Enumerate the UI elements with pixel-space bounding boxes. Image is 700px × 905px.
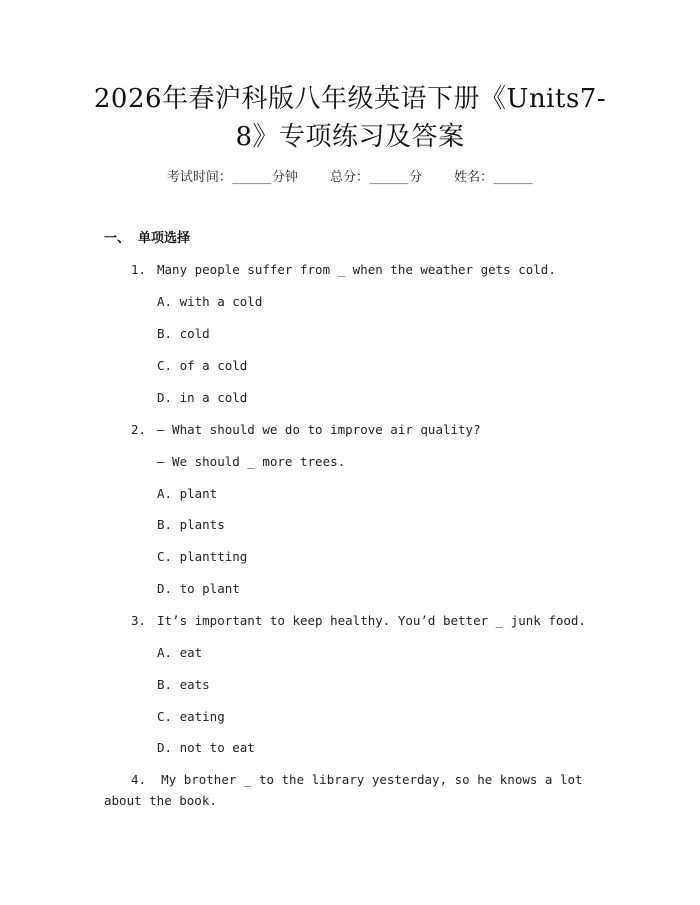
question-2-text: — What should we do to improve air quality? (157, 422, 481, 437)
question-2-option-b: B. plants (157, 517, 225, 532)
section-title: 单项选择 (138, 231, 191, 246)
question-3-option-d: D. not to eat (157, 740, 255, 755)
section-heading (104, 229, 190, 249)
student-name-blank: ______ (493, 170, 533, 185)
question-4-number: 4. (131, 772, 147, 787)
exam-time-blank: ______ (232, 170, 272, 185)
exam-info-bar (0, 168, 700, 188)
student-name-label: 姓名： (454, 170, 494, 185)
question-1-option-a: A. with a cold (157, 294, 263, 309)
exam-time-label: 考试时间： (166, 170, 232, 185)
question-2-number: 2. (131, 422, 147, 437)
question-3-number: 3. (131, 613, 147, 628)
exam-time-field (167, 168, 298, 188)
question-3-option-b: B. eats (157, 677, 210, 692)
document-title-line-2: 8》专项练习及答案 (235, 122, 465, 152)
question-1-option-b: B. cold (157, 326, 210, 341)
question-1-option-c: C. of a cold (157, 358, 248, 373)
question-4 (104, 769, 594, 811)
question-2-option-a: A. plant (157, 486, 218, 501)
question-3-option-c: C. eating (157, 709, 225, 724)
exam-score-label: 总分： (329, 170, 369, 185)
exam-score-unit: 分 (409, 170, 423, 185)
exam-score-field (330, 168, 422, 188)
question-3-option-a: A. eat (157, 645, 203, 660)
question-2-option-d: D. to plant (157, 581, 240, 596)
exam-score-blank: ______ (369, 170, 409, 185)
exam-time-unit: 分钟 (271, 170, 298, 185)
question-1-option-d: D. in a cold (157, 390, 248, 405)
question-3-text: It’s important to keep healthy. You’d better _ junk food. (157, 613, 586, 628)
question-1-number: 1. (131, 262, 147, 277)
question-4-text: My brother _ to the library yesterday, so he knows a lot about the book. (104, 772, 583, 808)
section-number: 一、 (104, 231, 131, 246)
question-1-text: Many people suffer from _ when the weather gets cold. (157, 262, 556, 277)
document-title-line-1: 2026年春沪科版八年级英语下册《Units7- (93, 84, 607, 114)
question-2-text-reply: — We should _ more trees. (157, 454, 346, 469)
question-2-option-c: C. plantting (157, 549, 248, 564)
student-name-field (454, 168, 533, 188)
